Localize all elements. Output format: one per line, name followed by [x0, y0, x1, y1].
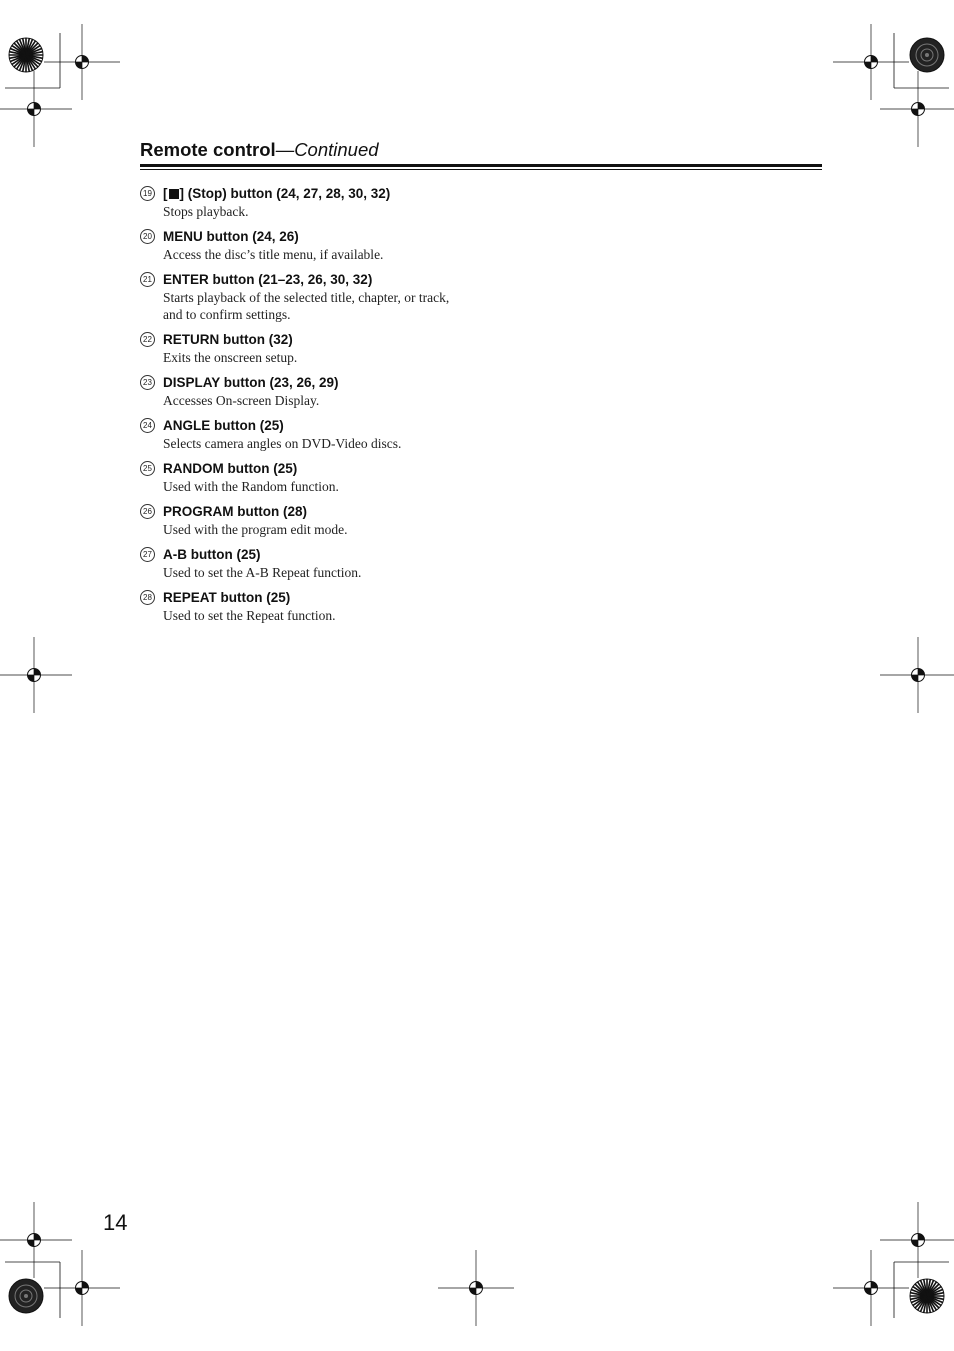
- registration-dark-icon: [910, 38, 944, 72]
- item-title: MENU button (24, 26): [163, 229, 299, 244]
- registration-star-icon: [910, 1279, 944, 1313]
- crosshair-icon: [0, 1202, 72, 1278]
- item-number: 23: [140, 375, 155, 390]
- crosshair-icon: [880, 71, 954, 147]
- page-header: [140, 139, 822, 161]
- registration-dark-icon: [9, 1279, 43, 1313]
- item-number: 28: [140, 590, 155, 605]
- item-number: 21: [140, 272, 155, 287]
- item-title: ANGLE button (25): [163, 418, 284, 433]
- item-description: Exits the onscreen setup.: [163, 350, 298, 365]
- header-rule-thin: [140, 169, 822, 170]
- item-number: 19: [140, 186, 155, 201]
- item-title: RETURN button (32): [163, 332, 293, 347]
- item-description: Accesses On-screen Display.: [163, 393, 320, 408]
- item-number: 27: [140, 547, 155, 562]
- item-title: REPEAT button (25): [163, 590, 291, 605]
- item-title: ENTER button (21–23, 26, 30, 32): [163, 272, 373, 287]
- item-title: RANDOM button (25): [163, 461, 298, 476]
- item-title: DISPLAY button (23, 26, 29): [163, 375, 339, 390]
- list-item: [140, 374, 470, 409]
- list-item: [140, 417, 470, 452]
- header-rule-thick: [140, 164, 822, 167]
- item-number: 22: [140, 332, 155, 347]
- crosshair-icon: [0, 637, 72, 713]
- list-item: [140, 460, 470, 495]
- item-description: Used to set the A-B Repeat function.: [163, 565, 362, 580]
- list-item: [140, 331, 470, 366]
- crosshair-icon: [44, 24, 120, 100]
- item-title: [ ] (Stop) button (24, 27, 28, 30, 32): [163, 186, 391, 201]
- item-description: Used with the Random function.: [163, 479, 339, 494]
- crosshair-icon: [880, 1202, 954, 1278]
- crosshair-icon: [880, 637, 954, 713]
- list-item: [140, 228, 470, 263]
- list-item: [140, 271, 470, 323]
- item-description: Starts playback of the selected title, chapter, or track, and to confirm settings.: [163, 290, 450, 322]
- header-title: Remote control: [140, 139, 276, 160]
- button-list: [140, 185, 470, 632]
- list-item: [140, 503, 470, 538]
- item-description: Access the disc’s title menu, if available.: [163, 247, 384, 262]
- item-description: Selects camera angles on DVD-Video discs.: [163, 436, 402, 451]
- crosshair-icon: [833, 1250, 909, 1326]
- list-item: [140, 185, 470, 220]
- stop-icon: [169, 189, 179, 199]
- item-description: Used with the program edit mode.: [163, 522, 348, 537]
- item-title: A-B button (25): [163, 547, 261, 562]
- crosshair-icon: [833, 24, 909, 100]
- crosshair-icon: [44, 1250, 120, 1326]
- page-number: 14: [103, 1210, 128, 1235]
- item-number: 25: [140, 461, 155, 476]
- item-number: 24: [140, 418, 155, 433]
- header-continued: —Continued: [275, 139, 379, 160]
- crosshair-icon: [0, 71, 72, 147]
- item-number: 26: [140, 504, 155, 519]
- item-title: PROGRAM button (28): [163, 504, 307, 519]
- item-number: 20: [140, 229, 155, 244]
- registration-star-icon: [9, 38, 43, 72]
- item-description: Used to set the Repeat function.: [163, 608, 336, 623]
- list-item: [140, 546, 470, 581]
- crosshair-icon: [438, 1250, 514, 1326]
- list-item: [140, 589, 470, 624]
- item-description: Stops playback.: [163, 204, 249, 219]
